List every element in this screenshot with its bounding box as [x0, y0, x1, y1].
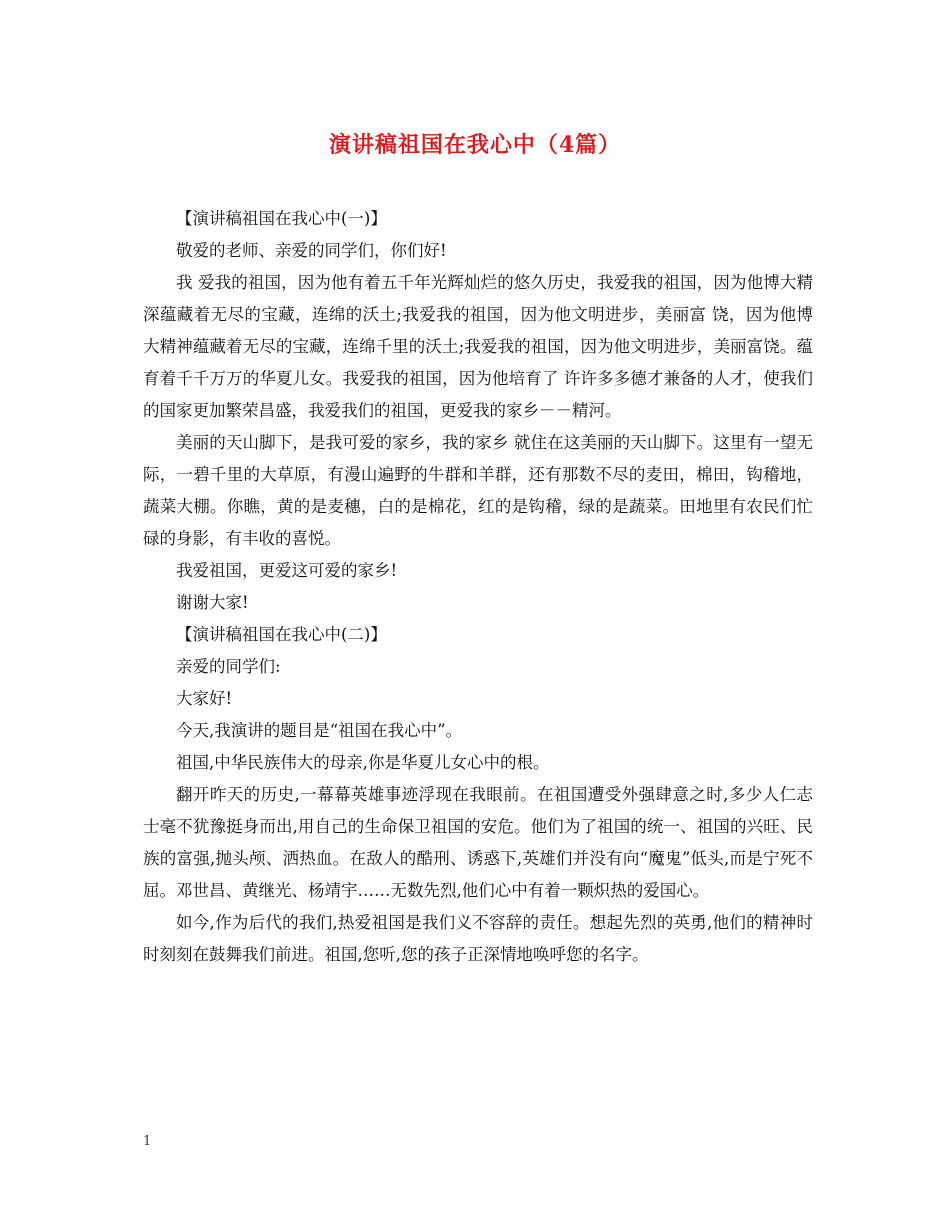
- paragraph-hometown: 美丽的天山脚下，是我可爱的家乡，我的家乡 就住在这美丽的天山脚下。这里有一望无际，一碧千里的大草原，有漫山遍野的牛群和羊群，还有那数不尽的麦田，棉田，钩稽地，蔬菜大棚。你瞧，黄的是麦穗，白的是棉花，红的是钩稽，绿的是蔬菜。田地里有农民们忙碌的身影，有丰收的喜悦。: [143, 433, 813, 548]
- paragraph-greeting-2: 大家好!: [176, 689, 233, 708]
- paragraph-topic: 今天,我演讲的题目是“祖国在我心中”。: [176, 721, 463, 740]
- paragraph-today: 如今,作为后代的我们,热爱祖国是我们义不容辞的责任。想起先烈的英勇,他们的精神时时刻刻在鼓舞我们前进。祖国,您听,您的孩子正深情地唤呼您的名字。: [143, 913, 813, 964]
- paragraph-heading-1: 【演讲稿祖国在我心中(一)】: [176, 209, 387, 228]
- document-body: [143, 203, 813, 971]
- paragraph-love-hometown: 我爱祖国，更爱这可爱的家乡!: [176, 561, 398, 580]
- paragraph-love-motherland: 我 爱我的祖国，因为他有着五千年光辉灿烂的悠久历史，我爱我的祖国，因为他博大精深蕴藏着无尽的宝藏，连绵的沃土;我爱我的祖国，因为他文明进步，美丽富 饶，因为他博大精神蕴藏着无尽的宝藏，连绵千里的沃土;我爱我的祖国，因为他文明进步，美丽富饶。蕴育着千千万万的华夏儿女。我爱我的祖国，因为他培育了 许许多多德才兼备的人才，使我们的国家更加繁荣昌盛，我爱我们的祖国，更爱我的家乡－－精河。: [143, 273, 813, 420]
- paragraph-greeting-1: 敬爱的老师、亲爱的同学们，你们好!: [176, 241, 447, 260]
- document-title: 演讲稿祖国在我心中（4篇）: [328, 132, 622, 158]
- paragraph-heading-2: 【演讲稿祖国在我心中(二)】: [176, 625, 387, 644]
- paragraph-mother: 祖国,中华民族伟大的母亲,你是华夏儿女心中的根。: [176, 753, 550, 772]
- paragraph-history: 翻开昨天的历史,一幕幕英雄事迹浮现在我眼前。在祖国遭受外强肆意之时,多少人仁志士毫不犹豫挺身而出,用自己的生命保卫祖国的安危。他们为了祖国的统一、祖国的兴旺、民族的富强,抛头颅、洒热血。在敌人的酷刑、诱惑下,英雄们并没有向“魔鬼”低头,而是宁死不屈。邓世昌、黄继光、杨靖宇……无数先烈,他们心中有着一颗炽热的爱国心。: [143, 785, 813, 900]
- paragraph-salutation-2: 亲爱的同学们:: [176, 657, 281, 676]
- page-number: 1: [143, 1134, 152, 1149]
- paragraph-thanks: 谢谢大家!: [176, 593, 249, 612]
